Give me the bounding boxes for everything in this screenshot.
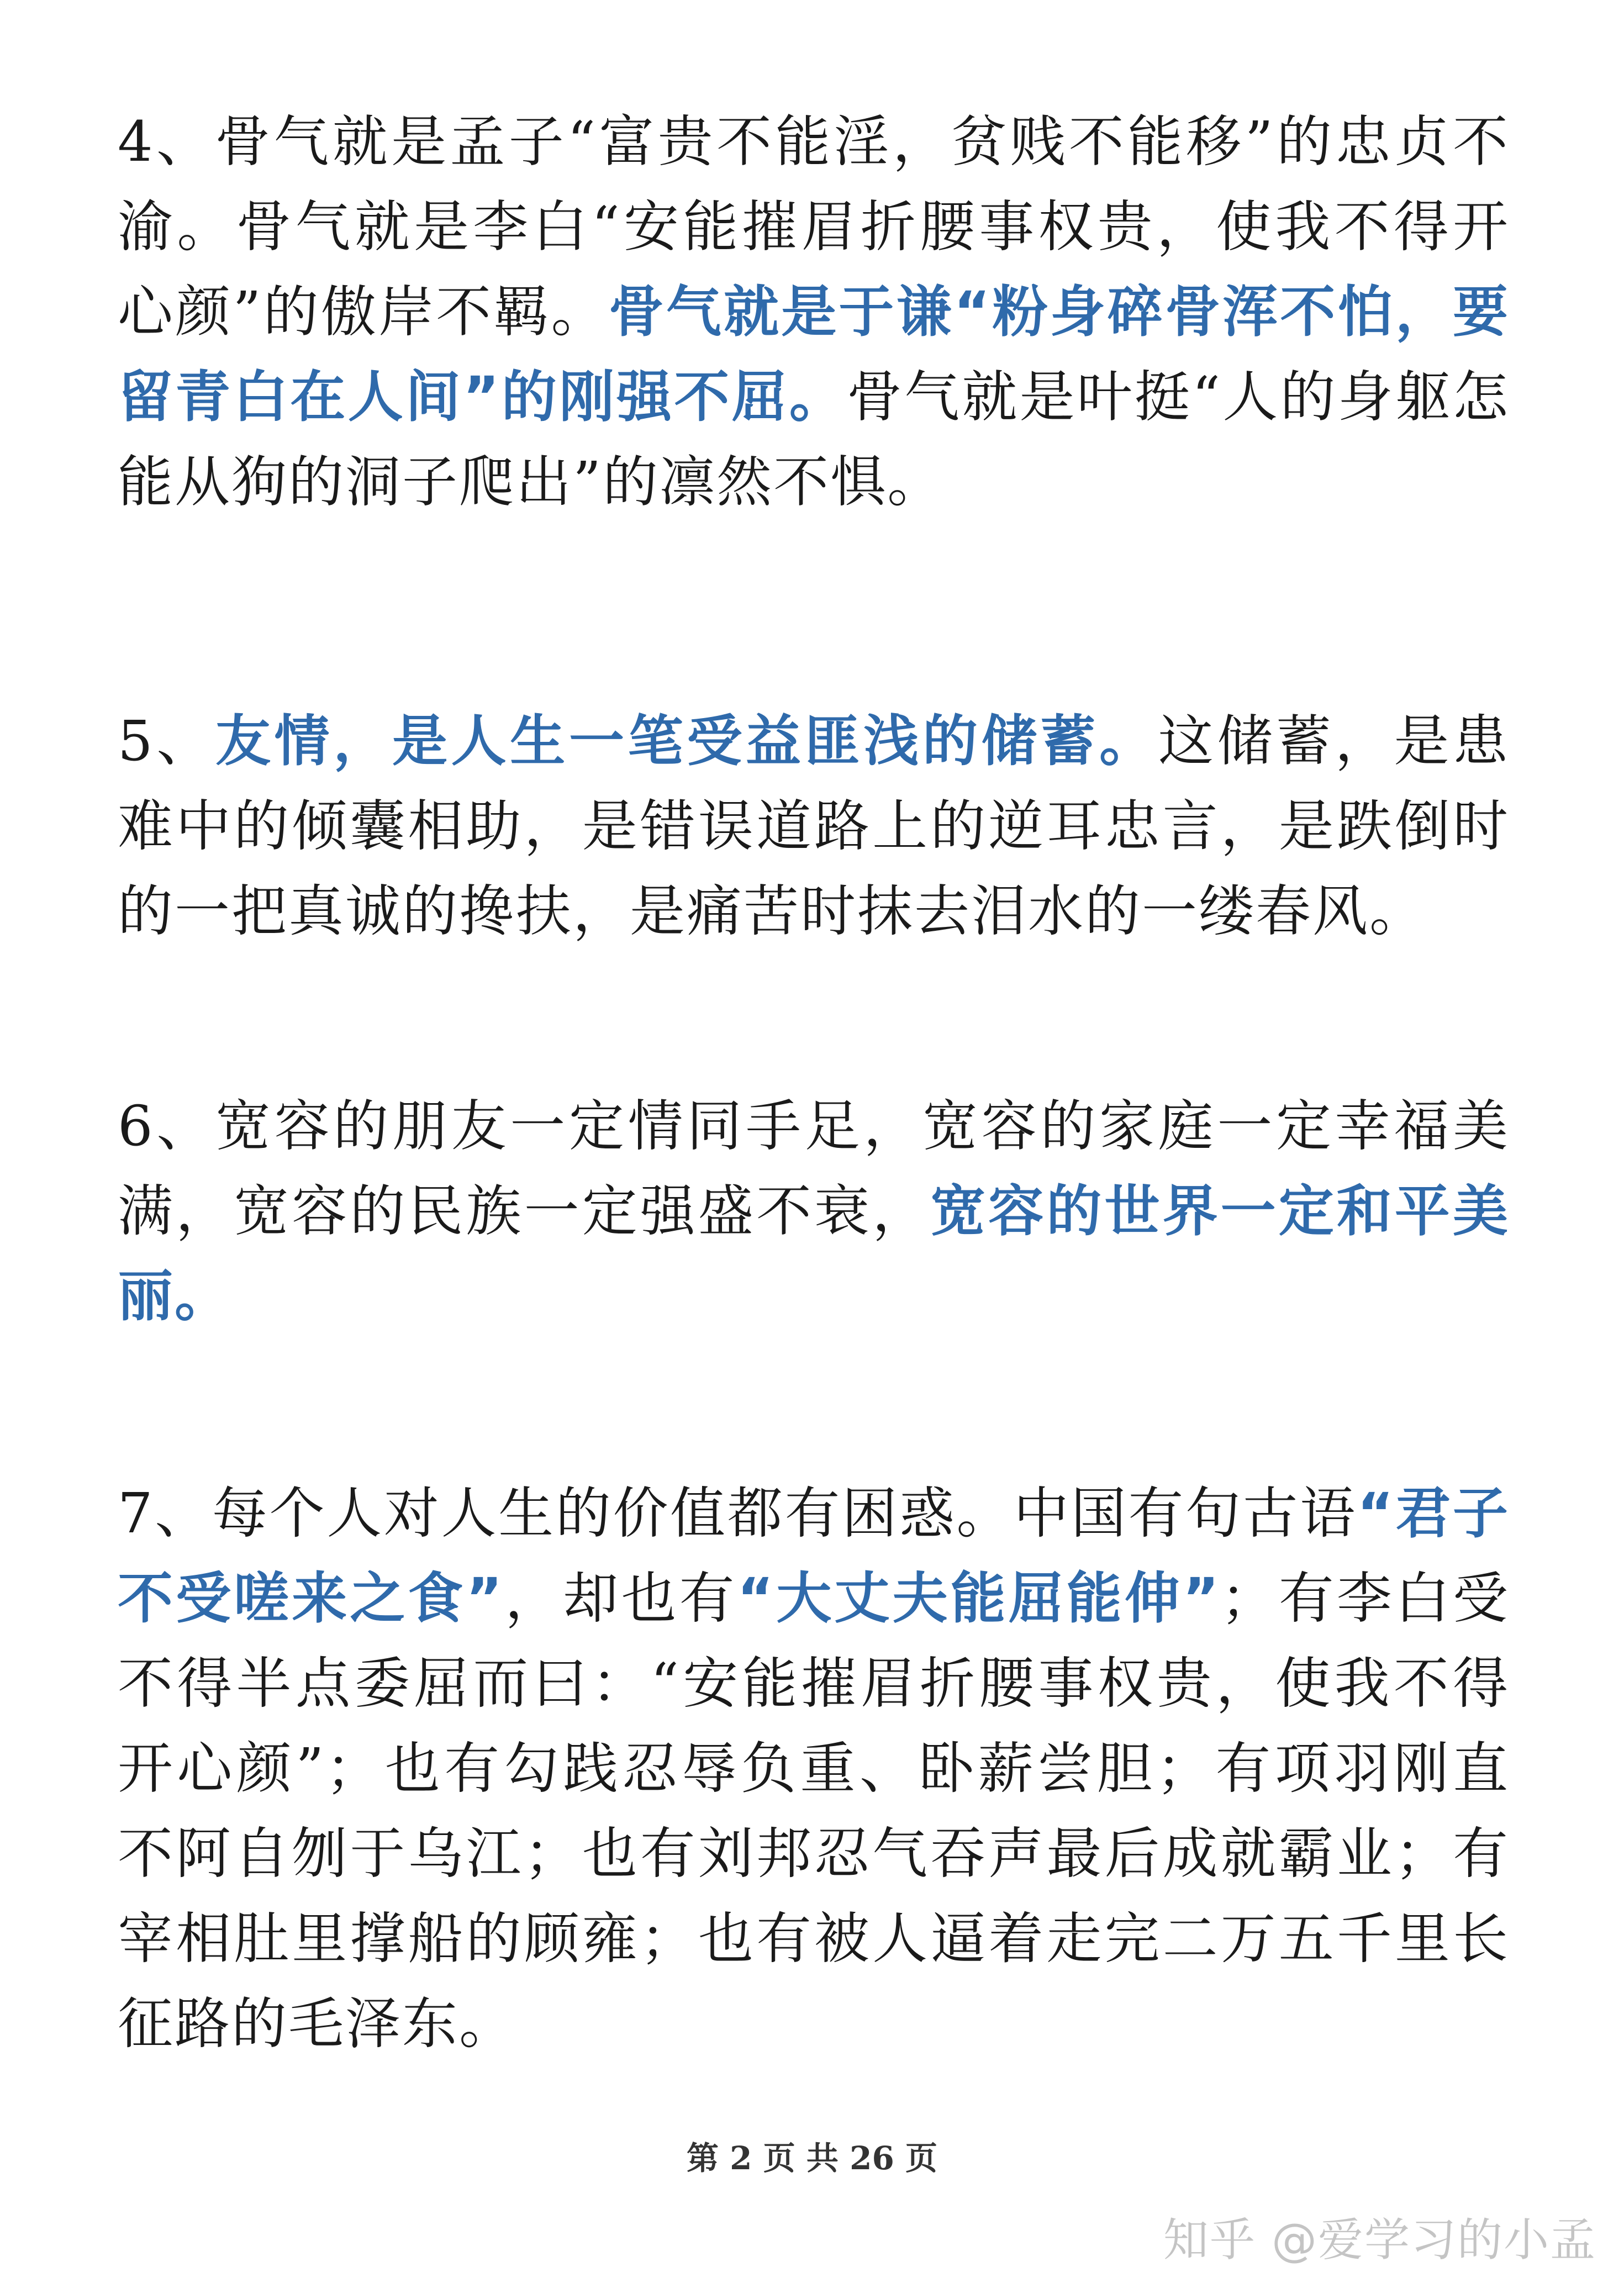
- paragraph-4: [118, 99, 1510, 525]
- paragraph-5-number: 5、: [118, 709, 215, 773]
- paragraph-5-highlight: 友情，是人生一笔受益匪浅的储蓄。: [215, 709, 1158, 773]
- paragraph-4-highlight: 骨气就是于谦“粉身碎骨浑不怕，要留青白在人间”的刚强不屈。: [118, 280, 1510, 429]
- paragraph-6: [118, 1084, 1510, 1339]
- paragraph-4-text: 4、骨气就是孟子“富贵不能淫，贫贱不能移”的忠贞不渝。骨气就是李白“安能摧眉折腰事权贵，使我不得开心颜”的傲岸不羁。: [118, 109, 1510, 344]
- paragraph-6-text: 6、宽容的朋友一定情同手足，宽容的家庭一定幸福美满，宽容的民族一定强盛不衰，: [118, 1094, 1510, 1243]
- paragraph-7-text-mid: ，却也有: [504, 1566, 737, 1631]
- page-indicator: 第 2 页 共 26 页: [686, 2139, 938, 2177]
- paragraph-7-highlight-quote-1: “君子不受嗟来之食”: [118, 1481, 1510, 1631]
- paragraph-7: [118, 1471, 1510, 2066]
- paragraph-6-highlight: 宽容的世界一定和平美丽。: [118, 1179, 1510, 1328]
- paragraph-5-text: 这储蓄，是患难中的倾囊相助，是错误道路上的逆耳忠言，是跌倒时的一把真诚的搀扶，是痛苦时抹去泪水的一缕春风。: [118, 709, 1510, 943]
- paragraph-4-text-end: 骨气就是叶挺“人的身躯怎能从狗的洞子爬出”的凛然不惧。: [118, 365, 1510, 514]
- paragraph-7-highlight-quote-2: “大丈夫能屈能伸”: [737, 1566, 1221, 1631]
- paragraph-7-text-end: ；有李白受不得半点委屈而曰：“安能摧眉折腰事权贵，使我不得开心颜”；也有勾践忍辱负重、卧薪尝胆；有项羽刚直不阿自刎于乌江；也有刘邦忍气吞声最后成就霸业；有宰相肚里撑船的顾雍；也有被人逼着走完二万五千里长征路的毛泽东。: [118, 1566, 1510, 2056]
- paragraph-7-text: 7、每个人对人生的价值都有困惑。中国有句古语: [118, 1481, 1357, 1546]
- source-watermark: 知乎 @爱学习的小孟: [1163, 2214, 1596, 2266]
- paragraph-5: [118, 699, 1510, 954]
